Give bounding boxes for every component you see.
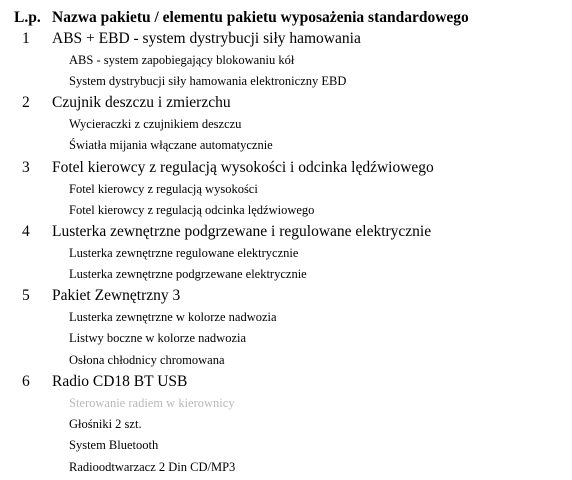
package-row [0, 221, 572, 243]
package-name: Radio CD18 BT USB [52, 373, 188, 390]
package-item: Światła mijania włączane automatycznie [69, 138, 273, 152]
package-item-faded: Sterowanie radiem w kierownicy [69, 396, 235, 410]
package-item: System dystrybucji siły hamowania elektroniczny EBD [69, 74, 347, 88]
package-number: 3 [22, 159, 30, 176]
package-number: 2 [22, 94, 30, 111]
package-name: ABS + EBD - system dystrybucji siły hamowania [52, 30, 361, 47]
package-number: 6 [22, 373, 30, 390]
package-row [0, 157, 572, 179]
package-item: Lusterka zewnętrzne w kolorze nadwozia [69, 310, 277, 324]
package-number: 4 [22, 223, 30, 240]
package-name: Pakiet Zewnętrzny 3 [52, 287, 181, 304]
package-item: ABS - system zapobiegający blokowaniu kół [69, 53, 295, 67]
package-name: Fotel kierowcy z regulacją wysokości i odcinka lędźwiowego [52, 159, 434, 176]
package-item: Głośniki 2 szt. [69, 417, 142, 431]
package-item: Fotel kierowcy z regulacją odcinka lędźwiowego [69, 203, 315, 217]
package-item: Osłona chłodnicy chromowana [69, 353, 225, 367]
package-item: Fotel kierowcy z regulacją wysokości [69, 182, 258, 196]
package-number: 1 [22, 30, 30, 47]
package-item: Radioodtwarzacz 2 Din CD/MP3 [69, 460, 236, 474]
package-item: Lusterka zewnętrzne podgrzewane elektrycznie [69, 267, 307, 281]
package-number: 5 [22, 287, 30, 304]
package-item: Listwy boczne w kolorze nadwozia [69, 331, 247, 345]
package-name: Lusterka zewnętrzne podgrzewane i regulowane elektrycznie [52, 223, 432, 240]
package-item: System Bluetooth [69, 438, 159, 452]
package-row [0, 28, 572, 50]
package-row [0, 92, 572, 114]
package-row [0, 371, 572, 393]
header-name-label: Nazwa pakietu / elementu pakietu wyposażenia standardowego [52, 9, 469, 26]
header-lp-label: L.p. [14, 9, 41, 26]
package-item: Wycieraczki z czujnikiem deszczu [69, 117, 242, 131]
package-item: Lusterka zewnętrzne regulowane elektrycznie [69, 246, 299, 260]
package-name: Czujnik deszczu i zmierzchu [52, 94, 231, 111]
package-row [0, 285, 572, 307]
table-header [0, 7, 572, 29]
